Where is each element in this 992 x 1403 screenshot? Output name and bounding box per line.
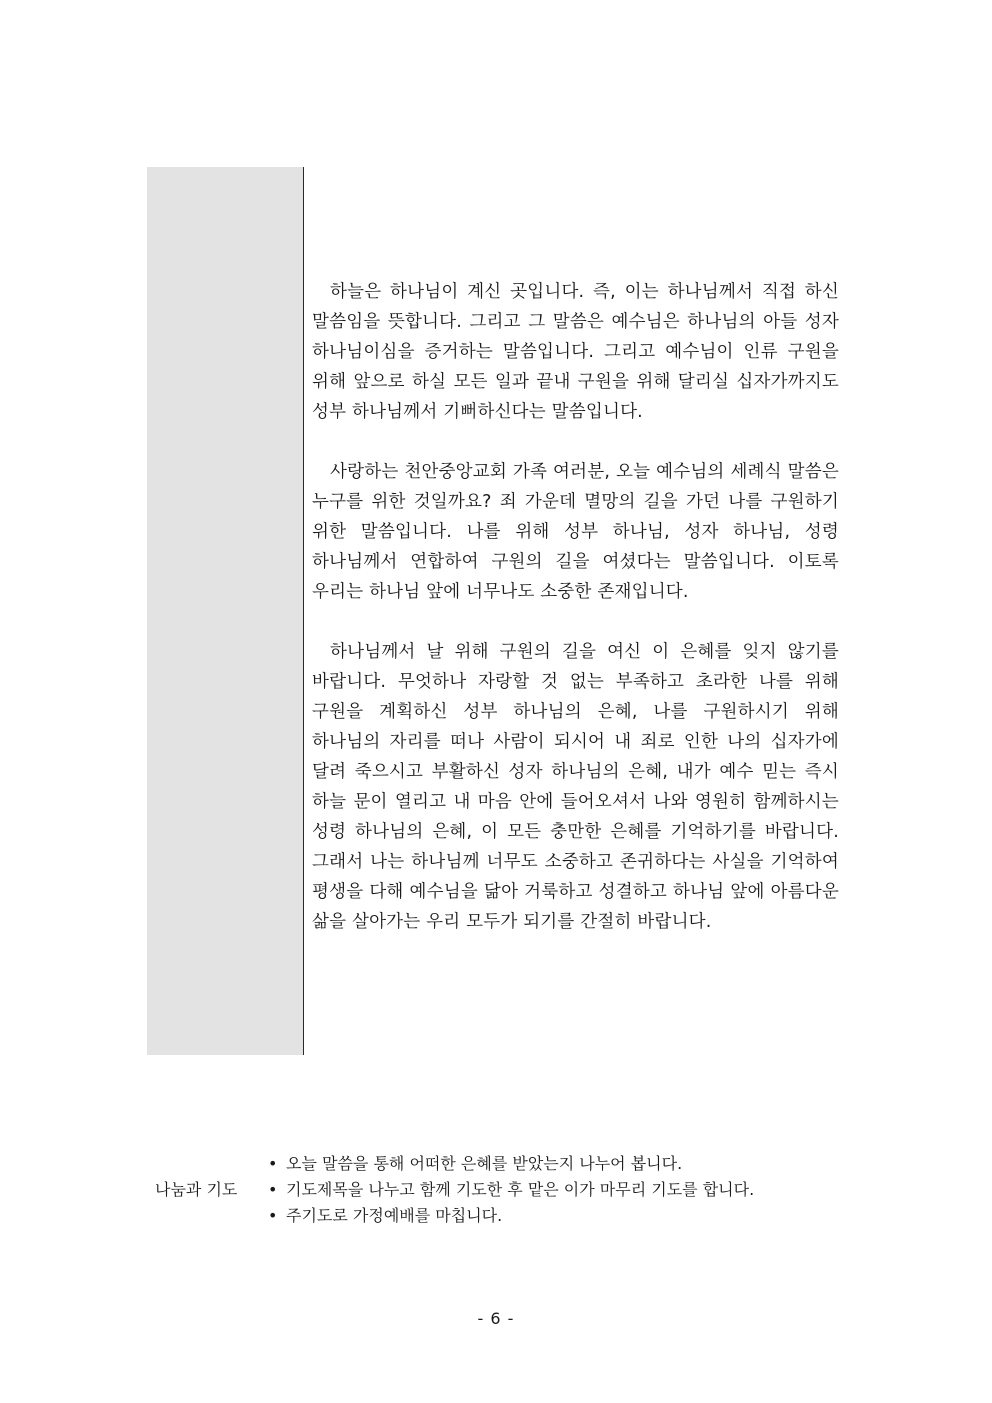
side-panel <box>147 167 303 1055</box>
bullet-icon: • <box>268 1206 278 1225</box>
bullet-icon: • <box>268 1154 278 1173</box>
list-item-text: 오늘 말씀을 통해 어떠한 은혜를 받았는지 나누어 봅니다. <box>286 1154 683 1173</box>
sharing-label: 나눔과 기도 <box>155 1180 238 1199</box>
sharing-list <box>268 1151 754 1229</box>
paragraph-2: 사랑하는 천안중앙교회 가족 여러분, 오늘 예수님의 세례식 말씀은 누구를 위한 것일까요? 죄 가운데 멸망의 길을 가던 나를 구원하기 위한 말씀입니다. 나를 위해 성부 하나님, 성자 하나님, 성령 하나님께서 연합하여 구원의 길을 여셨다는 말씀입니다. 이토록 우리는 하나님 앞에 너무나도 소중한 존재입니다. <box>312 462 839 602</box>
list-item-text: 주기도로 가정예배를 마칩니다. <box>286 1206 503 1225</box>
bullet-icon: • <box>268 1180 278 1199</box>
paragraph-1: 하늘은 하나님이 계신 곳입니다. 즉, 이는 하나님께서 직접 하신 말씀임을 뜻합니다. 그리고 그 말씀은 예수님은 하나님의 아들 성자 하나님이심을 증거하는 말씀입니다. 그리고 예수님이 인류 구원을 위해 앞으로 하실 모든 일과 끝내 구원을 위해 달리실 십자가까지도 성부 하나님께서 기뻐하신다는 말씀입니다. <box>312 282 839 422</box>
sermon-body <box>312 277 839 937</box>
list-item <box>268 1203 754 1229</box>
vertical-divider <box>303 167 304 1055</box>
page-number: - 6 - <box>477 1309 515 1328</box>
paragraph-3: 하나님께서 날 위해 구원의 길을 여신 이 은혜를 잊지 않기를 바랍니다. 무엇하나 자랑할 것 없는 부족하고 초라한 나를 위해 구원을 계획하신 성부 하나님의 은혜, 나를 구원하시기 위해 하나님의 자리를 떠나 사람이 되시어 내 죄로 인한 나의 십자가에 달려 죽으시고 부활하신 성자 하나님의 은혜, 내가 예수 믿는 즉시 하늘 문이 열리고 내 마음 안에 들어오셔서 나와 영원히 함께하시는 성령 하나님의 은혜, 이 모든 충만한 은혜를 기억하기를 바랍니다. 그래서 나는 하나님께 너무도 소중하고 존귀하다는 사실을 기억하여 평생을 다해 예수님을 닮아 거룩하고 성결하고 하나님 앞에 아름다운 삶을 살아가는 우리 모두가 되기를 간절히 바랍니다. <box>312 642 839 932</box>
list-item <box>268 1151 754 1177</box>
list-item <box>268 1177 754 1203</box>
list-item-text: 기도제목을 나누고 함께 기도한 후 맡은 이가 마무리 기도를 합니다. <box>286 1180 755 1199</box>
